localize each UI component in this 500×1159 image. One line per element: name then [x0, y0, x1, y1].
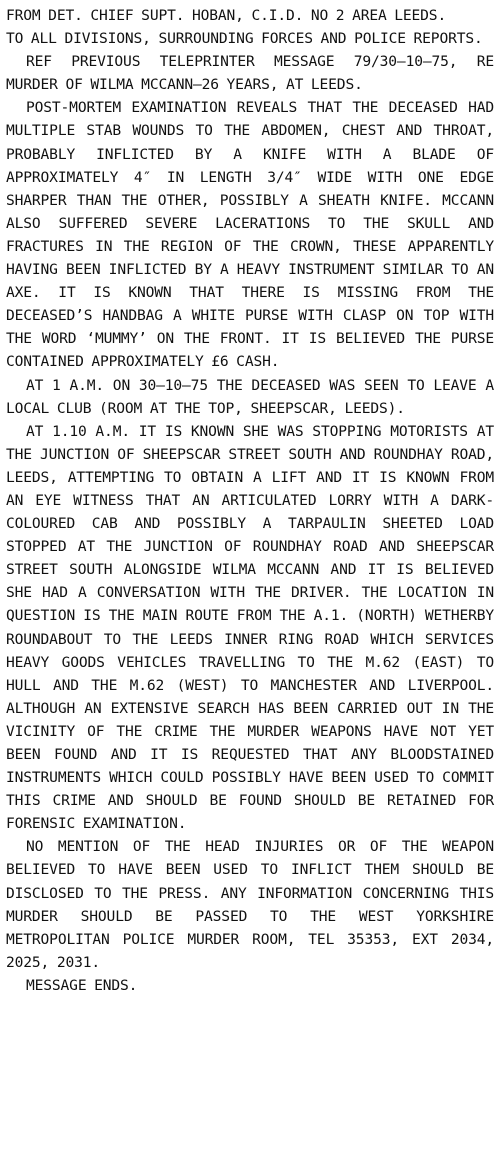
press-instruction-paragraph: NO MENTION OF THE HEAD INJURIES OR OF THE WEAPON BELIEVED TO HAVE BEEN USED TO INFLICT THEM SHOULD BE DISCLOSED TO THE PRESS. ANY INFORMATION CONCERNING THIS MURDER SHOULD BE PASSED TO THE WEST YORKSHIRE METROPOLITAN POLICE MURDER ROOM, TEL 35353, EXT 2034, 2025, 2031.	[6, 838, 494, 971]
message-ends-line: MESSAGE ENDS.	[26, 976, 138, 994]
post-mortem-paragraph: POST-MORTEM EXAMINATION REVEALS THAT THE DECEASED HAD MULTIPLE STAB WOUNDS TO THE ABDOMEN, CHEST AND THROAT, PROBABLY INFLICTED BY A KNIFE WITH A BLADE OF APPROXIMATELY 4″ IN LENGTH 3/4″ WIDE WITH ONE EDGE SHARPER THAN THE OTHER, POSSIBLY A SHEATH KNIFE. MCCANN ALSO SUFFERED SEVERE LACERATIONS TO THE SKULL AND FRACTURES IN THE REGION OF THE CROWN, THESE APPARENTLY HAVING BEEN INFLICTED BY A HEAVY INSTRUMENT SIMILAR TO AN AXE. IT IS KNOWN THAT THERE IS MISSING FROM THE DECEASED’S HANDBAG A WHITE PURSE WITH CLASP ON TOP WITH THE WORD ‘MUMMY’ ON THE FRONT. IT IS BELIEVED THE PURSE CONTAINED APPROXIMATELY £6 CASH.	[6, 99, 494, 371]
message-recipients-line: TO ALL DIVISIONS, SURROUNDING FORCES AND POLICE REPORTS.	[6, 30, 483, 48]
junction-sighting-paragraph: AT 1.10 A.M. IT IS KNOWN SHE WAS STOPPING MOTORISTS AT THE JUNCTION OF SHEEPSCAR STREET SOUTH AND ROUNDHAY ROAD, LEEDS, ATTEMPTING TO OBTAIN A LIFT AND IT IS KNOWN FROM AN EYE WITNESS THAT AN ARTICULATED LORRY WITH A DARK-COLOURED CAB AND POSSIBLY A TARPAULIN SHEETED LOAD STOPPED AT THE JUNCTION OF ROUNDHAY ROAD AND SHEEPSCAR STREET SOUTH ALONGSIDE WILMA MCCANN AND IT IS BELIEVED SHE HAD A CONVERSATION WITH THE DRIVER. THE LOCATION IN QUESTION IS THE MAIN ROUTE FROM THE A.1. (NORTH) WETHERBY ROUNDABOUT TO THE LEEDS INNER RING ROAD WHICH SERVICES HEAVY GOODS VEHICLES TRAVELLING TO THE M.62 (EAST) TO HULL AND THE M.62 (WEST) TO MANCHESTER AND LIVERPOOL. ALTHOUGH AN EXTENSIVE SEARCH HAS BEEN CARRIED OUT IN THE VICINITY OF THE CRIME THE MURDER WEAPONS HAVE NOT YET BEEN FOUND AND IT IS REQUESTED THAT ANY BLOODSTAINED INSTRUMENTS WHICH COULD POSSIBLY HAVE BEEN USED TO COMMIT THIS CRIME AND SHOULD BE FOUND SHOULD BE RETAINED FOR FORENSIC EXAMINATION.	[6, 422, 494, 833]
message-from-line: FROM DET. CHIEF SUPT. HOBAN, C.I.D. NO 2 AREA LEEDS.	[6, 7, 447, 24]
reference-paragraph: REF PREVIOUS TELEPRINTER MESSAGE 79/30—10—75, RE MURDER OF WILMA MCCANN—26 YEARS, AT LEEDS.	[6, 53, 494, 94]
club-sighting-paragraph: AT 1 A.M. ON 30—10—75 THE DECEASED WAS SEEN TO LEAVE A LOCAL CLUB (ROOM AT THE TOP, SHEEPSCAR, LEEDS).	[6, 376, 494, 417]
